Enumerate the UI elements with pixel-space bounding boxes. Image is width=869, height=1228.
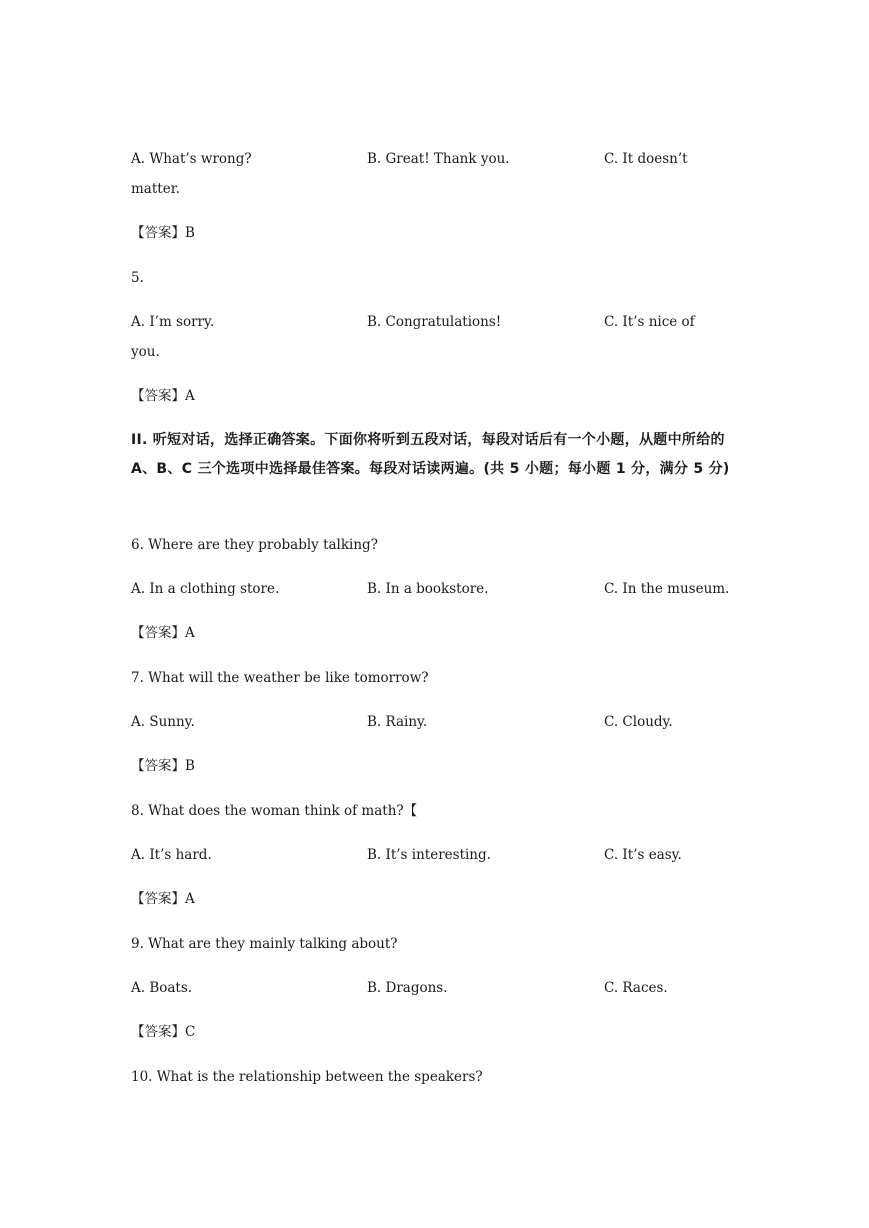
q7-option-b: B. Rainy. (367, 714, 428, 730)
q5-option-c-continued: you. (131, 344, 160, 360)
q8-option-b: B. It’s interesting. (367, 847, 491, 863)
q4-option-a: A. What’s wrong? (131, 151, 252, 167)
q4-option-c: C. It doesn’t (604, 151, 688, 167)
q7-answer: 【答案】B (131, 758, 195, 774)
q6-option-b: B. In a bookstore. (367, 581, 489, 597)
q9-option-a: A. Boats. (131, 980, 193, 996)
q6-option-a: A. In a clothing store. (131, 581, 280, 597)
q4-option-c-continued: matter. (131, 181, 180, 197)
q5-option-c: C. It’s nice of (604, 314, 695, 330)
q7-question: 7. What will the weather be like tomorrow? (131, 670, 429, 686)
q8-answer: 【答案】A (131, 891, 195, 907)
q5-answer: 【答案】A (131, 388, 195, 404)
q9-answer: 【答案】C (131, 1024, 196, 1040)
q5-option-b: B. Congratulations! (367, 314, 502, 330)
q8-option-c: C. It’s easy. (604, 847, 682, 863)
q10-question: 10. What is the relationship between the speakers? (131, 1069, 483, 1085)
q7-option-a: A. Sunny. (131, 714, 195, 730)
q9-option-b: B. Dragons. (367, 980, 448, 996)
q6-question: 6. Where are they probably talking? (131, 537, 378, 553)
q8-question: 8. What does the woman think of math?【 (131, 803, 418, 819)
q8-option-a: A. It’s hard. (131, 847, 212, 863)
q9-option-c: C. Races. (604, 980, 668, 996)
q4-option-b: B. Great! Thank you. (367, 151, 510, 167)
section-heading: II. 听短对话，选择正确答案。下面你将听到五段对话，每段对话后有一个小题，从题中所给的 A、B、C 三个选项中选择最佳答案。每段对话读两遍。(共 5 小题；每小题 1 分，满分 5 分) (131, 432, 730, 477)
q9-question: 9. What are they mainly talking about? (131, 936, 398, 952)
q4-answer: 【答案】B (131, 225, 195, 241)
q6-option-c: C. In the museum. (604, 581, 730, 597)
q6-answer: 【答案】A (131, 625, 195, 641)
q7-option-c: C. Cloudy. (604, 714, 673, 730)
q5-option-a: A. I’m sorry. (131, 314, 215, 330)
q5-number: 5. (131, 270, 144, 286)
